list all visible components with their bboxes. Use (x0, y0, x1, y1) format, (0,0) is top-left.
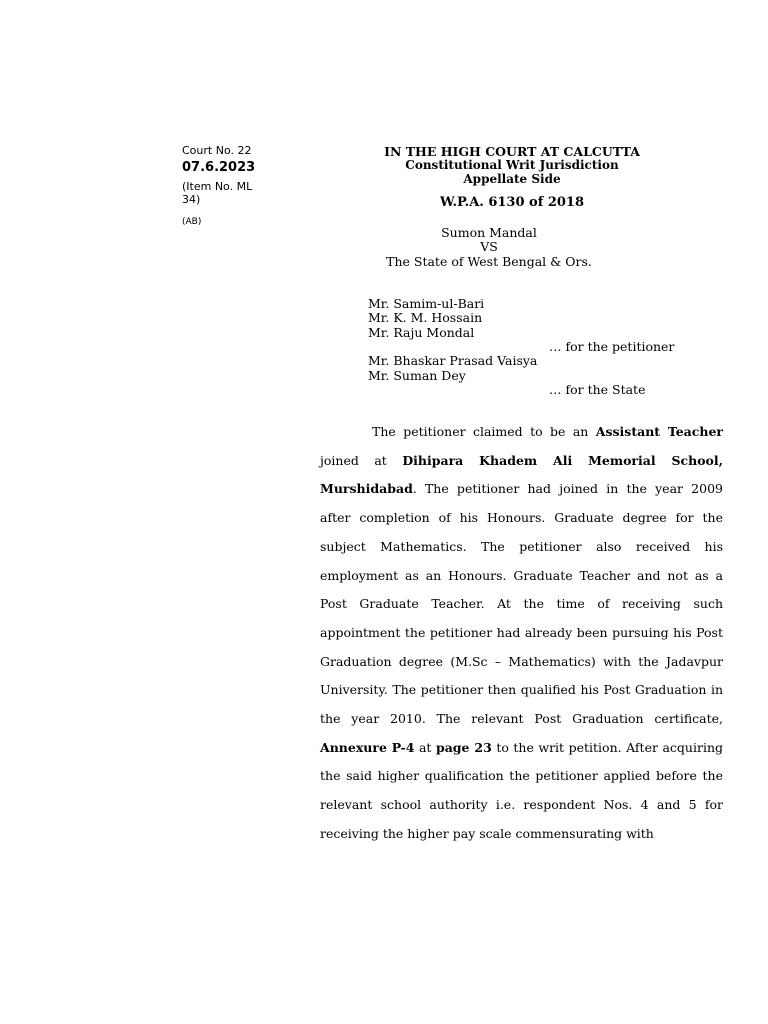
order-paragraph: The petitioner claimed to be an Assistant Teacher joined at Dihipara Khadem Ali Memorial School, Murshidabad. The petitioner had joined in the year 2009 after completion of his Honours. Graduate degree for the subject Mathematics. The petitioner also received his employment as an Honours. Graduate Teacher and not as a Post Graduate Teacher. At the time of receiving such appointment the petitioner had already been pursuing his Post Graduation degree (M.Sc – Mathematics) with the Jadavpur University. The petitioner then qualified his Post Graduation in the year 2010. The relevant Post Graduation certificate, Annexure P-4 at page 23 to the writ petition. After acquiring the said higher qualification the petitioner applied before the relevant school authority i.e. respondent Nos. 4 and 5 for receiving the higher pay scale commensurating with (320, 424, 724, 841)
case-number: W.P.A. 6130 of 2018 (439, 195, 585, 210)
order-date: 07.6.2023 (182, 160, 256, 175)
respondent-name: The State of West Bengal & Ors. (386, 254, 592, 269)
order-body (320, 418, 723, 849)
item-number-line1: (Item No. ML (182, 180, 253, 193)
for-petitioner-label: … for the petitioner (549, 339, 675, 354)
clerk-initials: (AB) (182, 217, 202, 227)
petitioner-name: Sumon Mandal (441, 225, 537, 240)
state-counsel-2: Mr. Suman Dey (368, 368, 466, 383)
versus-label: VS (480, 239, 498, 254)
side-title: Appellate Side (463, 172, 561, 186)
item-number-line2: 34) (182, 193, 201, 206)
court-number: Court No. 22 (182, 144, 252, 157)
petitioner-counsel-3: Mr. Raju Mondal (368, 325, 475, 340)
petitioner-counsel-1: Mr. Samim-ul-Bari (368, 296, 485, 311)
state-counsel-1: Mr. Bhaskar Prasad Vaisya (368, 353, 538, 368)
court-title: IN THE HIGH COURT AT CALCUTTA (384, 144, 640, 159)
petitioner-counsel-2: Mr. K. M. Hossain (368, 310, 483, 325)
jurisdiction-title: Constitutional Writ Jurisdiction (405, 158, 619, 172)
for-state-label: … for the State (549, 382, 646, 397)
